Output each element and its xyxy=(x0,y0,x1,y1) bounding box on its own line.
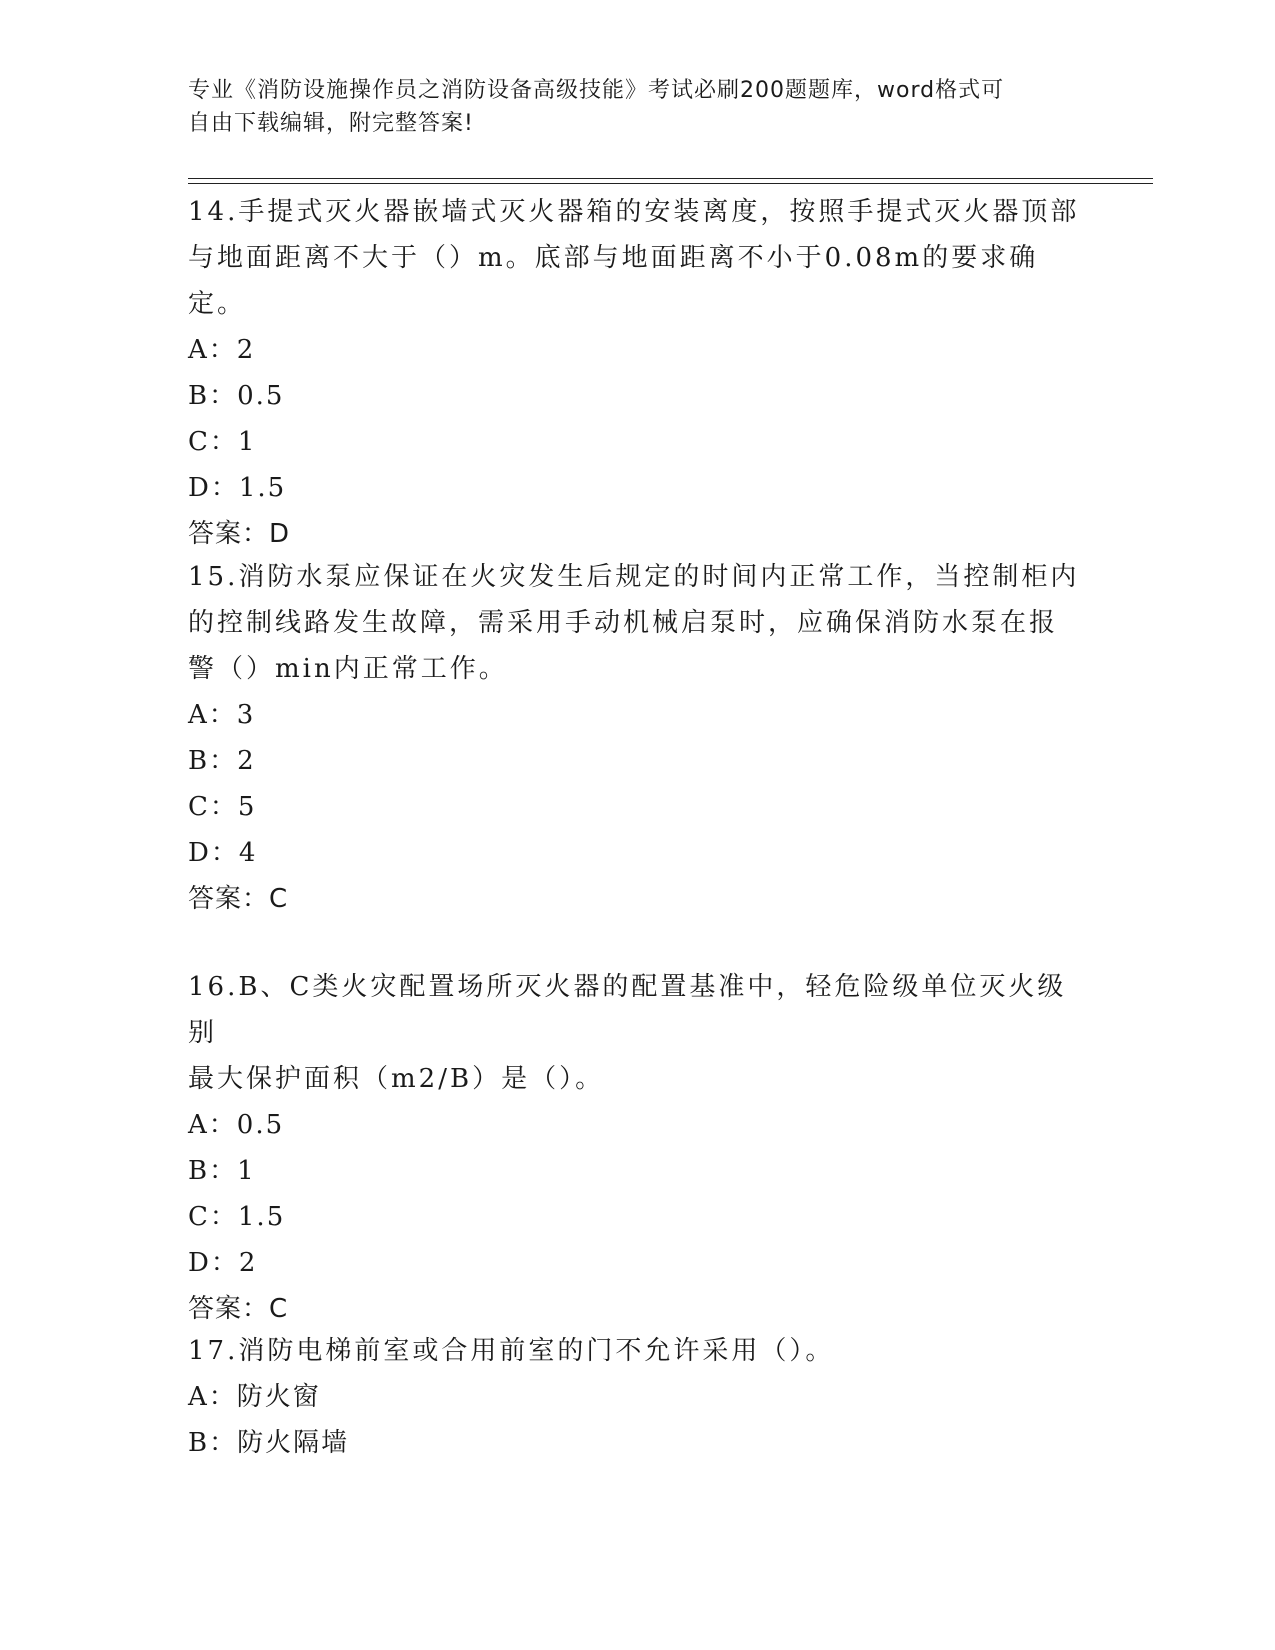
answer: 答案：D xyxy=(188,519,291,549)
question-text-line: 的控制线路发生故障，需采用手动机械启泵时，应确保消防水泵在报 xyxy=(188,608,1059,638)
option-b: B：2 xyxy=(188,746,256,776)
header-line-2: 自由下载编辑，附完整答案! xyxy=(188,111,474,136)
answer: 答案：C xyxy=(188,884,289,914)
option-c: C：5 xyxy=(188,792,257,822)
question-text-line: 15.消防水泵应保证在火灾发生后规定的时间内正常工作，当控制柜内 xyxy=(188,562,1080,592)
question-16 xyxy=(188,964,1088,1332)
question-text-line: 警（）min内正常工作。 xyxy=(188,654,508,684)
header-line-1: 专业《消防设施操作员之消防设备高级技能》考试必刷200题题库，word格式可 xyxy=(188,78,1005,103)
answer: 答案：C xyxy=(188,1294,289,1324)
option-d: D：1.5 xyxy=(188,473,287,503)
option-d: D：2 xyxy=(188,1248,258,1278)
option-b: B：防火隔墙 xyxy=(188,1428,350,1458)
option-a: A：3 xyxy=(188,700,256,730)
option-b: B：1 xyxy=(188,1156,256,1186)
document-header xyxy=(188,74,1068,140)
question-text-line: 17.消防电梯前室或合用前室的门不允许采用（）。 xyxy=(188,1336,835,1366)
option-a: A：防火窗 xyxy=(188,1382,321,1412)
question-text-line: 16.B、C类火灾配置场所灭火器的配置基准中，轻危险级单位灭火级别 xyxy=(188,972,1067,1048)
option-b: B：0.5 xyxy=(188,381,285,411)
question-14 xyxy=(188,189,1088,557)
header-divider-bottom xyxy=(188,183,1153,184)
question-17 xyxy=(188,1328,1088,1466)
option-d: D：4 xyxy=(188,838,258,868)
question-text-line: 与地面距离不大于（）m。底部与地面距离不小于0.08m的要求确定。 xyxy=(188,243,1039,319)
option-a: A：0.5 xyxy=(188,1110,285,1140)
option-c: C：1.5 xyxy=(188,1202,286,1232)
header-divider-top xyxy=(188,178,1153,179)
question-15 xyxy=(188,554,1088,922)
option-c: C：1 xyxy=(188,427,257,457)
question-text-line: 14.手提式灭火器嵌墙式灭火器箱的安装离度，按照手提式灭火器顶部 xyxy=(188,197,1080,227)
option-a: A：2 xyxy=(188,335,256,365)
question-text-line: 最大保护面积（m2/B）是（）。 xyxy=(188,1064,605,1094)
